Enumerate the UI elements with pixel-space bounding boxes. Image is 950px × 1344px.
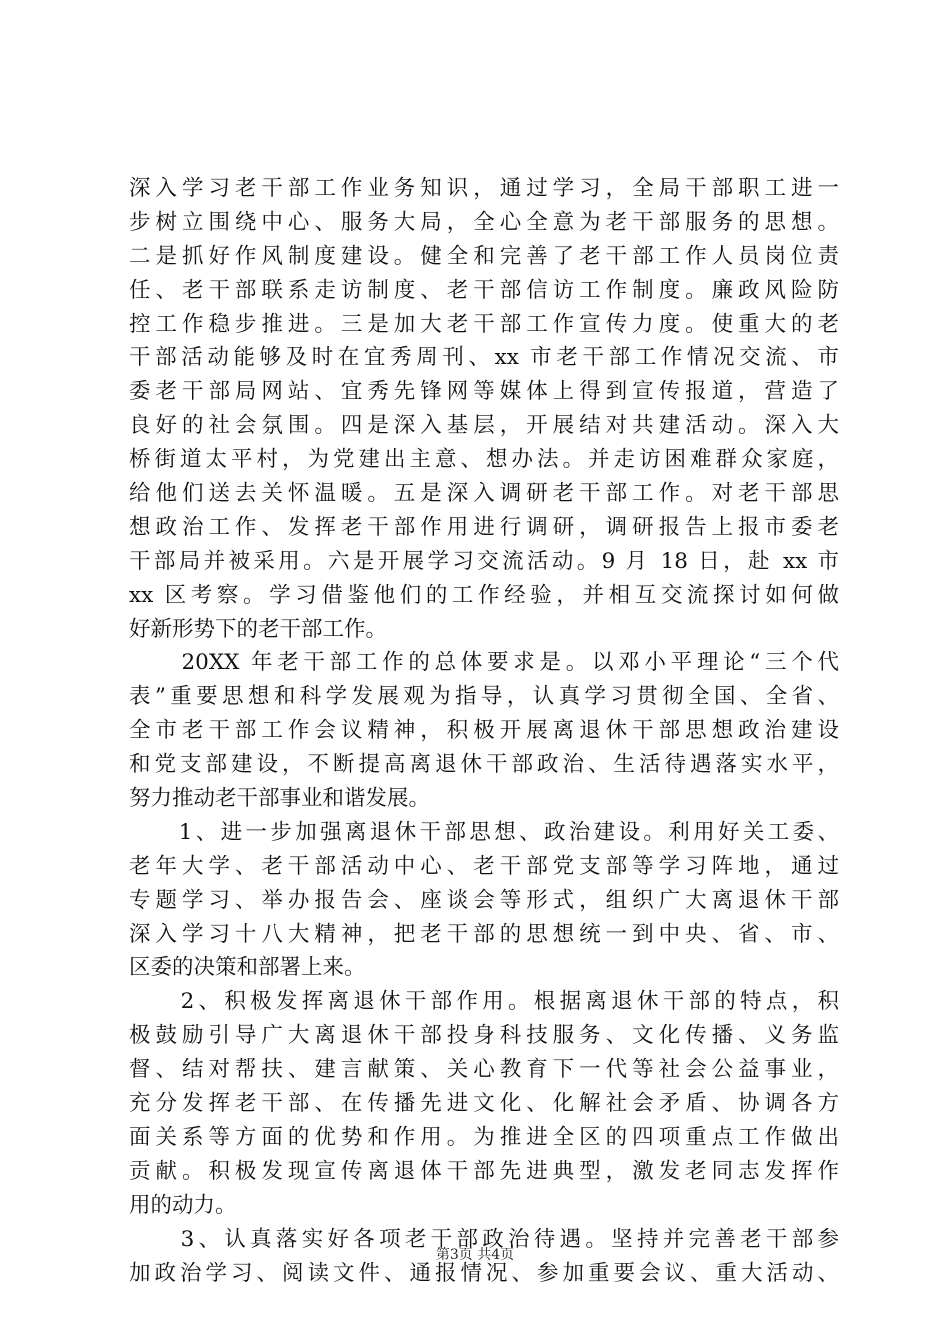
text-line: 加政治学习、阅读文件、通报情况、参加重要会议、重大活动、 xyxy=(129,1260,839,1286)
text-line: 委老干部局网站、宜秀先锋网等媒体上得到宣传报道，营造了 xyxy=(129,379,839,405)
text-line: 干部活动能够及时在宜秀周刊、xx 市老干部工作情况交流、市 xyxy=(129,345,839,371)
text-line: 给他们送去关怀温暖。五是深入调研老干部工作。对老干部思 xyxy=(129,481,839,507)
text-line: 步树立围绕中心、服务大局，全心全意为老干部服务的思想。 xyxy=(129,209,839,235)
text-line: 二是抓好作风制度建设。健全和完善了老干部工作人员岗位责 xyxy=(129,243,839,269)
text-line: 面关系等方面的优势和作用。为推进全区的四项重点工作做出 xyxy=(129,1124,839,1150)
text-line: 专题学习、举办报告会、座谈会等形式，组织广大离退休干部 xyxy=(129,887,839,913)
text-line: 2、积极发挥离退休干部作用。根据离退休干部的特点，积 xyxy=(129,989,839,1015)
text-line: 想政治工作、发挥老干部作用进行调研，调研报告上报市委老 xyxy=(129,514,839,540)
text-line: 20XX 年老干部工作的总体要求是。以邓小平理论“三个代 xyxy=(129,650,839,676)
text-line: 全市老干部工作会议精神，积极开展离退休干部思想政治建设 xyxy=(129,718,839,744)
text-line: 好新形势下的老干部工作。 xyxy=(129,616,388,642)
text-line: xx 区考察。学习借鉴他们的工作经验，并相互交流探讨如何做 xyxy=(129,582,839,608)
text-line: 督、结对帮扶、建言献策、关心教育下一代等社会公益事业， xyxy=(129,1057,839,1083)
text-line: 3、认真落实好各项老干部政治待遇。坚持并完善老干部参 xyxy=(129,1226,839,1252)
text-line: 控工作稳步推进。三是加大老干部工作宣传力度。使重大的老 xyxy=(129,311,839,337)
text-line: 努力推动老干部事业和谐发展。 xyxy=(129,786,431,812)
text-line: 任、老干部联系走访制度、老干部信访工作制度。廉政风险防 xyxy=(129,277,839,303)
text-line: 贡献。积极发现宣传离退体干部先进典型，激发老同志发挥作 xyxy=(129,1158,839,1184)
text-line: 用的动力。 xyxy=(129,1192,237,1218)
text-line: 桥街道太平村，为党建出主意、想办法。并走访困难群众家庭， xyxy=(129,447,839,473)
document-body xyxy=(129,172,839,1290)
text-line: 老年大学、老干部活动中心、老干部党支部等学习阵地，通过 xyxy=(129,853,839,879)
text-line: 深入学习老干部工作业务知识，通过学习，全局干部职工进一 xyxy=(129,176,839,201)
text-line: 良好的社会氛围。四是深入基层，开展结对共建活动。深入大 xyxy=(129,413,839,439)
text-line: 表”重要思想和科学发展观为指导，认真学习贯彻全国、全省、 xyxy=(129,684,839,710)
page-footer: 第3页 共4页 xyxy=(435,1247,515,1263)
text-line: 深入学习十八大精神，把老干部的思想统一到中央、省、市、 xyxy=(129,921,839,947)
text-line: 和党支部建设，不断提高离退休干部政治、生活待遇落实水平， xyxy=(129,752,839,778)
text-line: 充分发挥老干部、在传播先进文化、化解社会矛盾、协调各方 xyxy=(129,1091,839,1117)
text-line: 极鼓励引导广大离退休干部投身科技服务、文化传播、义务监 xyxy=(129,1023,839,1049)
text-line: 区委的决策和部署上来。 xyxy=(129,955,366,981)
text-line: 干部局并被采用。六是开展学习交流活动。9 月 18 日，赴 xx 市 xyxy=(129,548,839,574)
text-line: 1、进一步加强离退休干部思想、政治建设。利用好关工委、 xyxy=(129,819,839,845)
